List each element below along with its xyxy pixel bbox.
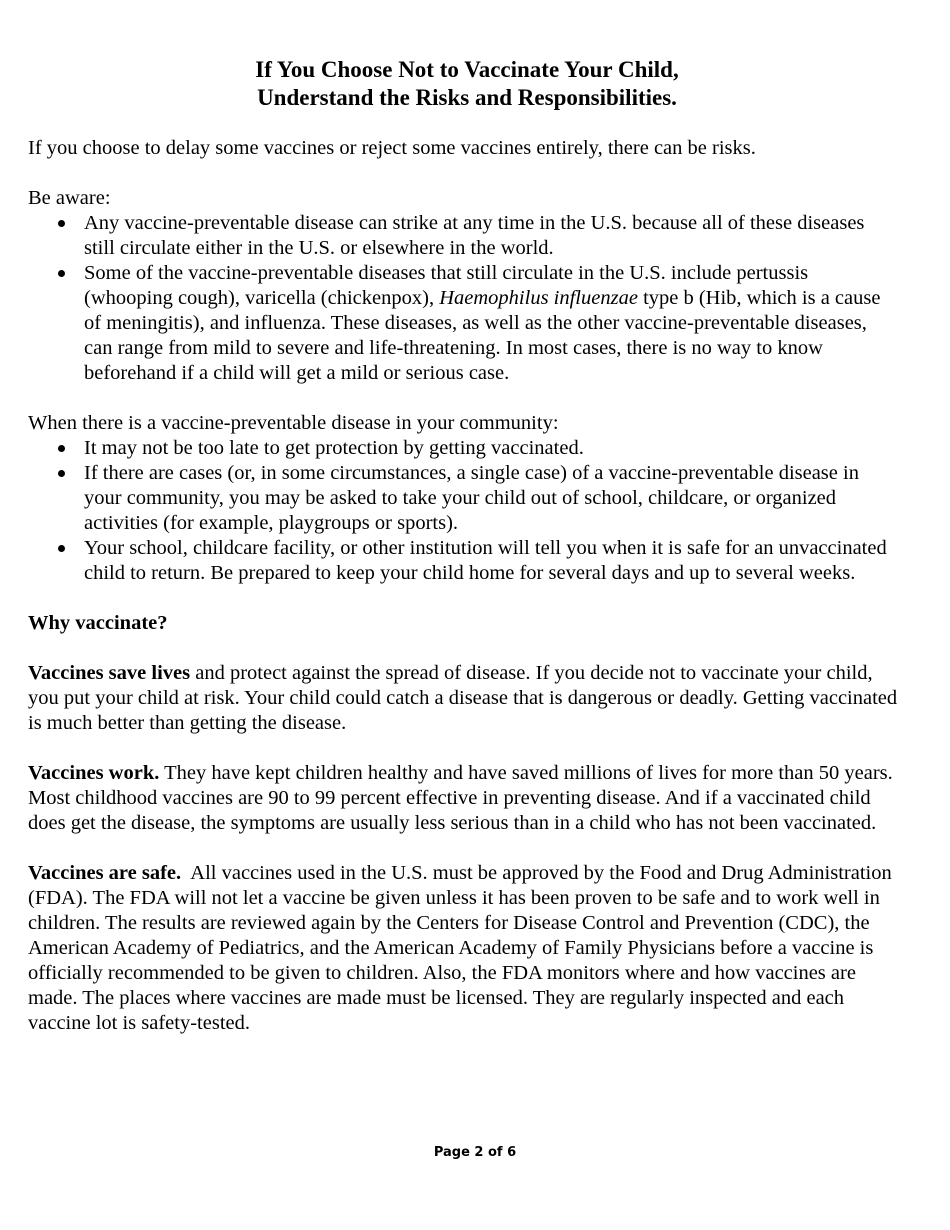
page-title: [28, 56, 898, 112]
vaccines-work-paragraph: [28, 761, 898, 836]
list-item: [28, 211, 898, 261]
why-vaccinate-heading: Why vaccinate?: [28, 612, 168, 634]
paragraph-lead: Vaccines work.: [28, 762, 160, 784]
be-aware-bullet-2-end: type b (Hib, which is a cause of meningitis), and influenza. These diseases, as well as the other vaccine-preventable diseases, can range from mild to severe and life-threatening. In most cases, there is no way to know beforehand if a child will get a mild or serious case.: [84, 287, 881, 384]
title-line-2: Understand the Risks and Responsibilities.: [257, 85, 677, 110]
page-number: Page 2 of 6: [433, 1145, 517, 1160]
vaccines-save-lives-paragraph: [28, 661, 898, 736]
be-aware-list: [28, 211, 898, 386]
be-aware-bullet-1: Any vaccine-preventable disease can strike at any time in the U.S. because all of these diseases still circulate either in the U.S. or elsewhere in the world.: [84, 212, 865, 259]
vaccines-safe-paragraph: [28, 861, 898, 1036]
title-line-1: If You Choose Not to Vaccinate Your Child,: [255, 57, 679, 82]
paragraph-lead: Vaccines are safe.: [28, 862, 182, 884]
paragraph-text: They have kept children healthy and have saved millions of lives for more than 50 years. Most childhood vaccines are 90 to 99 percent effective in preventing disease. And if a vaccinated child does get the disease, the symptoms are usually less serious than in a child who has not been vaccinated.: [28, 762, 893, 834]
paragraph-lead: Vaccines save lives: [28, 662, 191, 684]
paragraph-text: and protect against the spread of disease. If you decide not to vaccinate your child, you put your child at risk. Your child could catch a disease that is dangerous or deadly. Getting vaccinated is much better than getting the disease.: [28, 662, 898, 734]
list-item: [28, 261, 898, 386]
list-item: It may not be too late to get protection by getting vaccinated.: [28, 436, 898, 461]
be-aware-bullet-2-italic: Haemophilus influenzae: [439, 287, 638, 309]
document-page: [28, 56, 898, 1036]
community-list: [28, 436, 898, 586]
list-item: Your school, childcare facility, or other institution will tell you when it is safe for an unvaccinated child to return. Be prepared to keep your child home for several days and up to several weeks.: [28, 536, 898, 586]
community-label: When there is a vaccine-preventable disease in your community:: [28, 412, 559, 434]
intro-paragraph: If you choose to delay some vaccines or reject some vaccines entirely, there can be risks.: [28, 137, 756, 159]
be-aware-bullet-2-start: Some of the vaccine-preventable diseases that still circulate in the U.S. include pertussis (whooping cough), varicella (chickenpox),: [84, 262, 809, 309]
list-item: If there are cases (or, in some circumstances, a single case) of a vaccine-preventable disease in your community, you may be asked to take your child out of school, childcare, or organized activities (for example, playgroups or sports).: [28, 461, 898, 536]
paragraph-text: All vaccines used in the U.S. must be approved by the Food and Drug Administration (FDA). The FDA will not let a vaccine be given unless it has been proven to be safe and to work well in children. The results are reviewed again by the Centers for Disease Control and Prevention (CDC), the American Academy of Pediatrics, and the American Academy of Family Physicians before a vaccine is officially recommended to be given to children. Also, the FDA monitors where and how vaccines are made. The places where vaccines are made must be licensed. They are regularly inspected and each vaccine lot is safety-tested.: [28, 862, 897, 1034]
be-aware-label: Be aware:: [28, 187, 111, 209]
